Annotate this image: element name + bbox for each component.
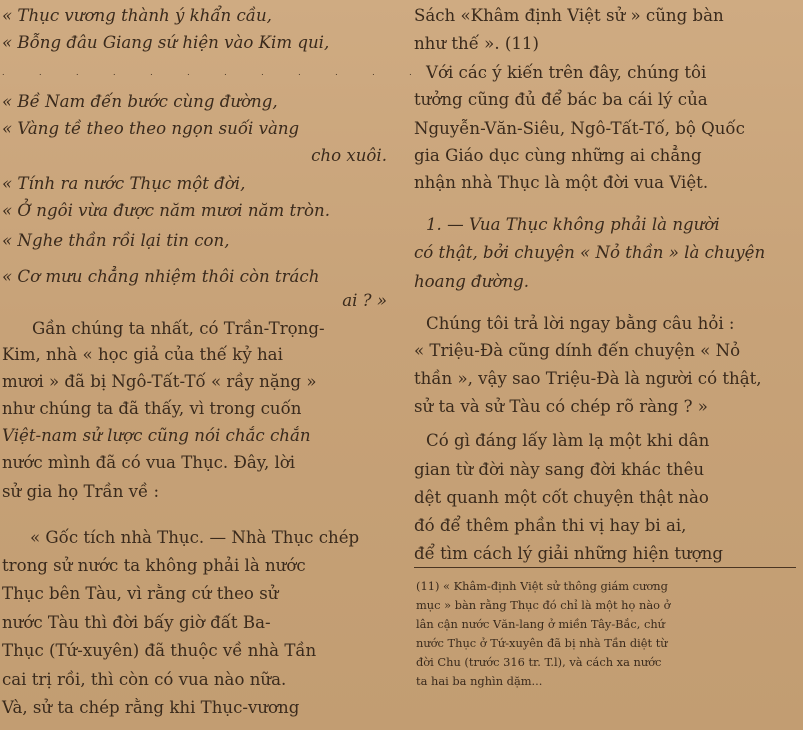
footnote-line: ta hai ba nghìn dặm... <box>416 674 543 688</box>
ellipsis-row: . . . . . . . . . . . . . . . <box>2 68 539 77</box>
quote-line: nước Tàu thì đời bấy giờ đất Ba- <box>2 613 271 632</box>
footnote-line: lân cận nước Văn-lang ở miền Tây-Bắc, chứ <box>416 617 665 631</box>
paragraph-line: Có gì đáng lấy làm lạ một khi dân <box>426 431 710 450</box>
footnote-line: (11) « Khâm-định Việt sử thông giám cương <box>416 579 668 593</box>
poem-line: « Tính ra nước Thục một đời, <box>2 174 246 193</box>
paragraph-line: nước mình đã có vua Thục. Đây, lời <box>2 453 296 472</box>
paragraph-line: thần », vậy sao Triệu-Đà là người có thật, <box>414 369 762 388</box>
poem-line: « Cơ mưu chẳng nhiệm thôi còn trách <box>2 267 320 286</box>
poem-line: « Nghe thần rồi lại tin con, <box>2 231 230 250</box>
poem-line: « Bỗng đâu Giang sứ hiện vào Kim qui, <box>2 33 330 52</box>
quote-line: trong sử nước ta không phải là nước <box>2 556 306 575</box>
paragraph-line: gia Giáo dục cùng những ai chẳng <box>414 146 702 165</box>
paragraph-line: dệt quanh một cốt chuyện thật nào <box>414 488 709 507</box>
footnote-line: đời Chu (trước 316 tr. T.l), và cách xa nước <box>416 655 662 669</box>
paragraph-line: đó để thêm phần thi vị hay bi ai, <box>414 516 687 535</box>
paragraph-line: Kim, nhà « học giả của thế kỷ hai <box>2 345 283 364</box>
paragraph-line: như thế ». (11) <box>414 34 539 53</box>
paragraph-line: Với các ý kiến trên đây, chúng tôi <box>426 63 707 82</box>
footnote-line: mục » bàn rằng Thục đó chỉ là một họ nào ở <box>416 598 671 612</box>
section-heading-line: 1. — Vua Thục không phải là người <box>426 215 720 234</box>
quote-line: cai trị rồi, thì còn có vua nào nữa. <box>2 670 287 689</box>
paragraph-line: gian từ đời này sang đời khác thêu <box>414 460 705 479</box>
quote-line: Và, sử ta chép rằng khi Thục-vương <box>2 698 300 717</box>
paragraph-line: mươi » đã bị Ngô-Tất-Tố « rầy nặng » <box>2 372 317 391</box>
footnote-line: nước Thục ở Tứ-xuyên đã bị nhà Tần diệt từ <box>416 636 668 650</box>
footnote-divider <box>414 567 796 568</box>
section-heading-line: có thật, bởi chuyện « Nỏ thần » là chuyện <box>414 243 766 262</box>
paragraph-line: Nguyễn-Văn-Siêu, Ngô-Tất-Tố, bộ Quốc <box>414 119 745 138</box>
paragraph-line: sử ta và sử Tàu có chép rõ ràng ? » <box>414 397 708 416</box>
paragraph-line: nhận nhà Thục là một đời vua Việt. <box>414 173 709 192</box>
paragraph-line: tưởng cũng đủ để bác ba cái lý của <box>414 90 708 109</box>
poem-line: ai ? » <box>342 291 387 310</box>
paragraph-line: Việt-nam sử lược cũng nói chắc chắn <box>2 426 311 445</box>
poem-line: cho xuôi. <box>311 146 387 165</box>
paragraph-line: như chúng ta đã thấy, vì trong cuốn <box>2 399 302 418</box>
poem-line: « Bề Nam đến bước cùng đường, <box>2 92 278 111</box>
poem-line: « Vàng tề theo theo ngọn suối vàng <box>2 119 300 138</box>
section-heading-line: hoang đường. <box>414 272 530 291</box>
paragraph-line: sử gia họ Trần về : <box>2 482 160 501</box>
quote-line: « Gốc tích nhà Thục. — Nhà Thục chép <box>30 528 360 547</box>
paragraph-line: Gần chúng ta nhất, có Trần-Trọng- <box>32 319 325 338</box>
paragraph-line: Chúng tôi trả lời ngay bằng câu hỏi : <box>426 314 735 333</box>
poem-line: « Thục vương thành ý khẩn cầu, <box>2 6 272 25</box>
paragraph-line: để tìm cách lý giải những hiện tượng <box>414 544 723 563</box>
quote-line: Thục (Tứ-xuyên) đã thuộc về nhà Tần <box>2 641 317 660</box>
quote-line: Thục bên Tàu, vì rằng cứ theo sử <box>2 584 279 603</box>
poem-line: « Ở ngôi vừa được năm mươi năm tròn. <box>2 201 331 220</box>
paragraph-line: Sách «Khâm định Việt sử » cũng bàn <box>414 6 724 25</box>
paragraph-line: « Triệu-Đà cũng dính đến chuyện « Nỏ <box>414 341 741 360</box>
